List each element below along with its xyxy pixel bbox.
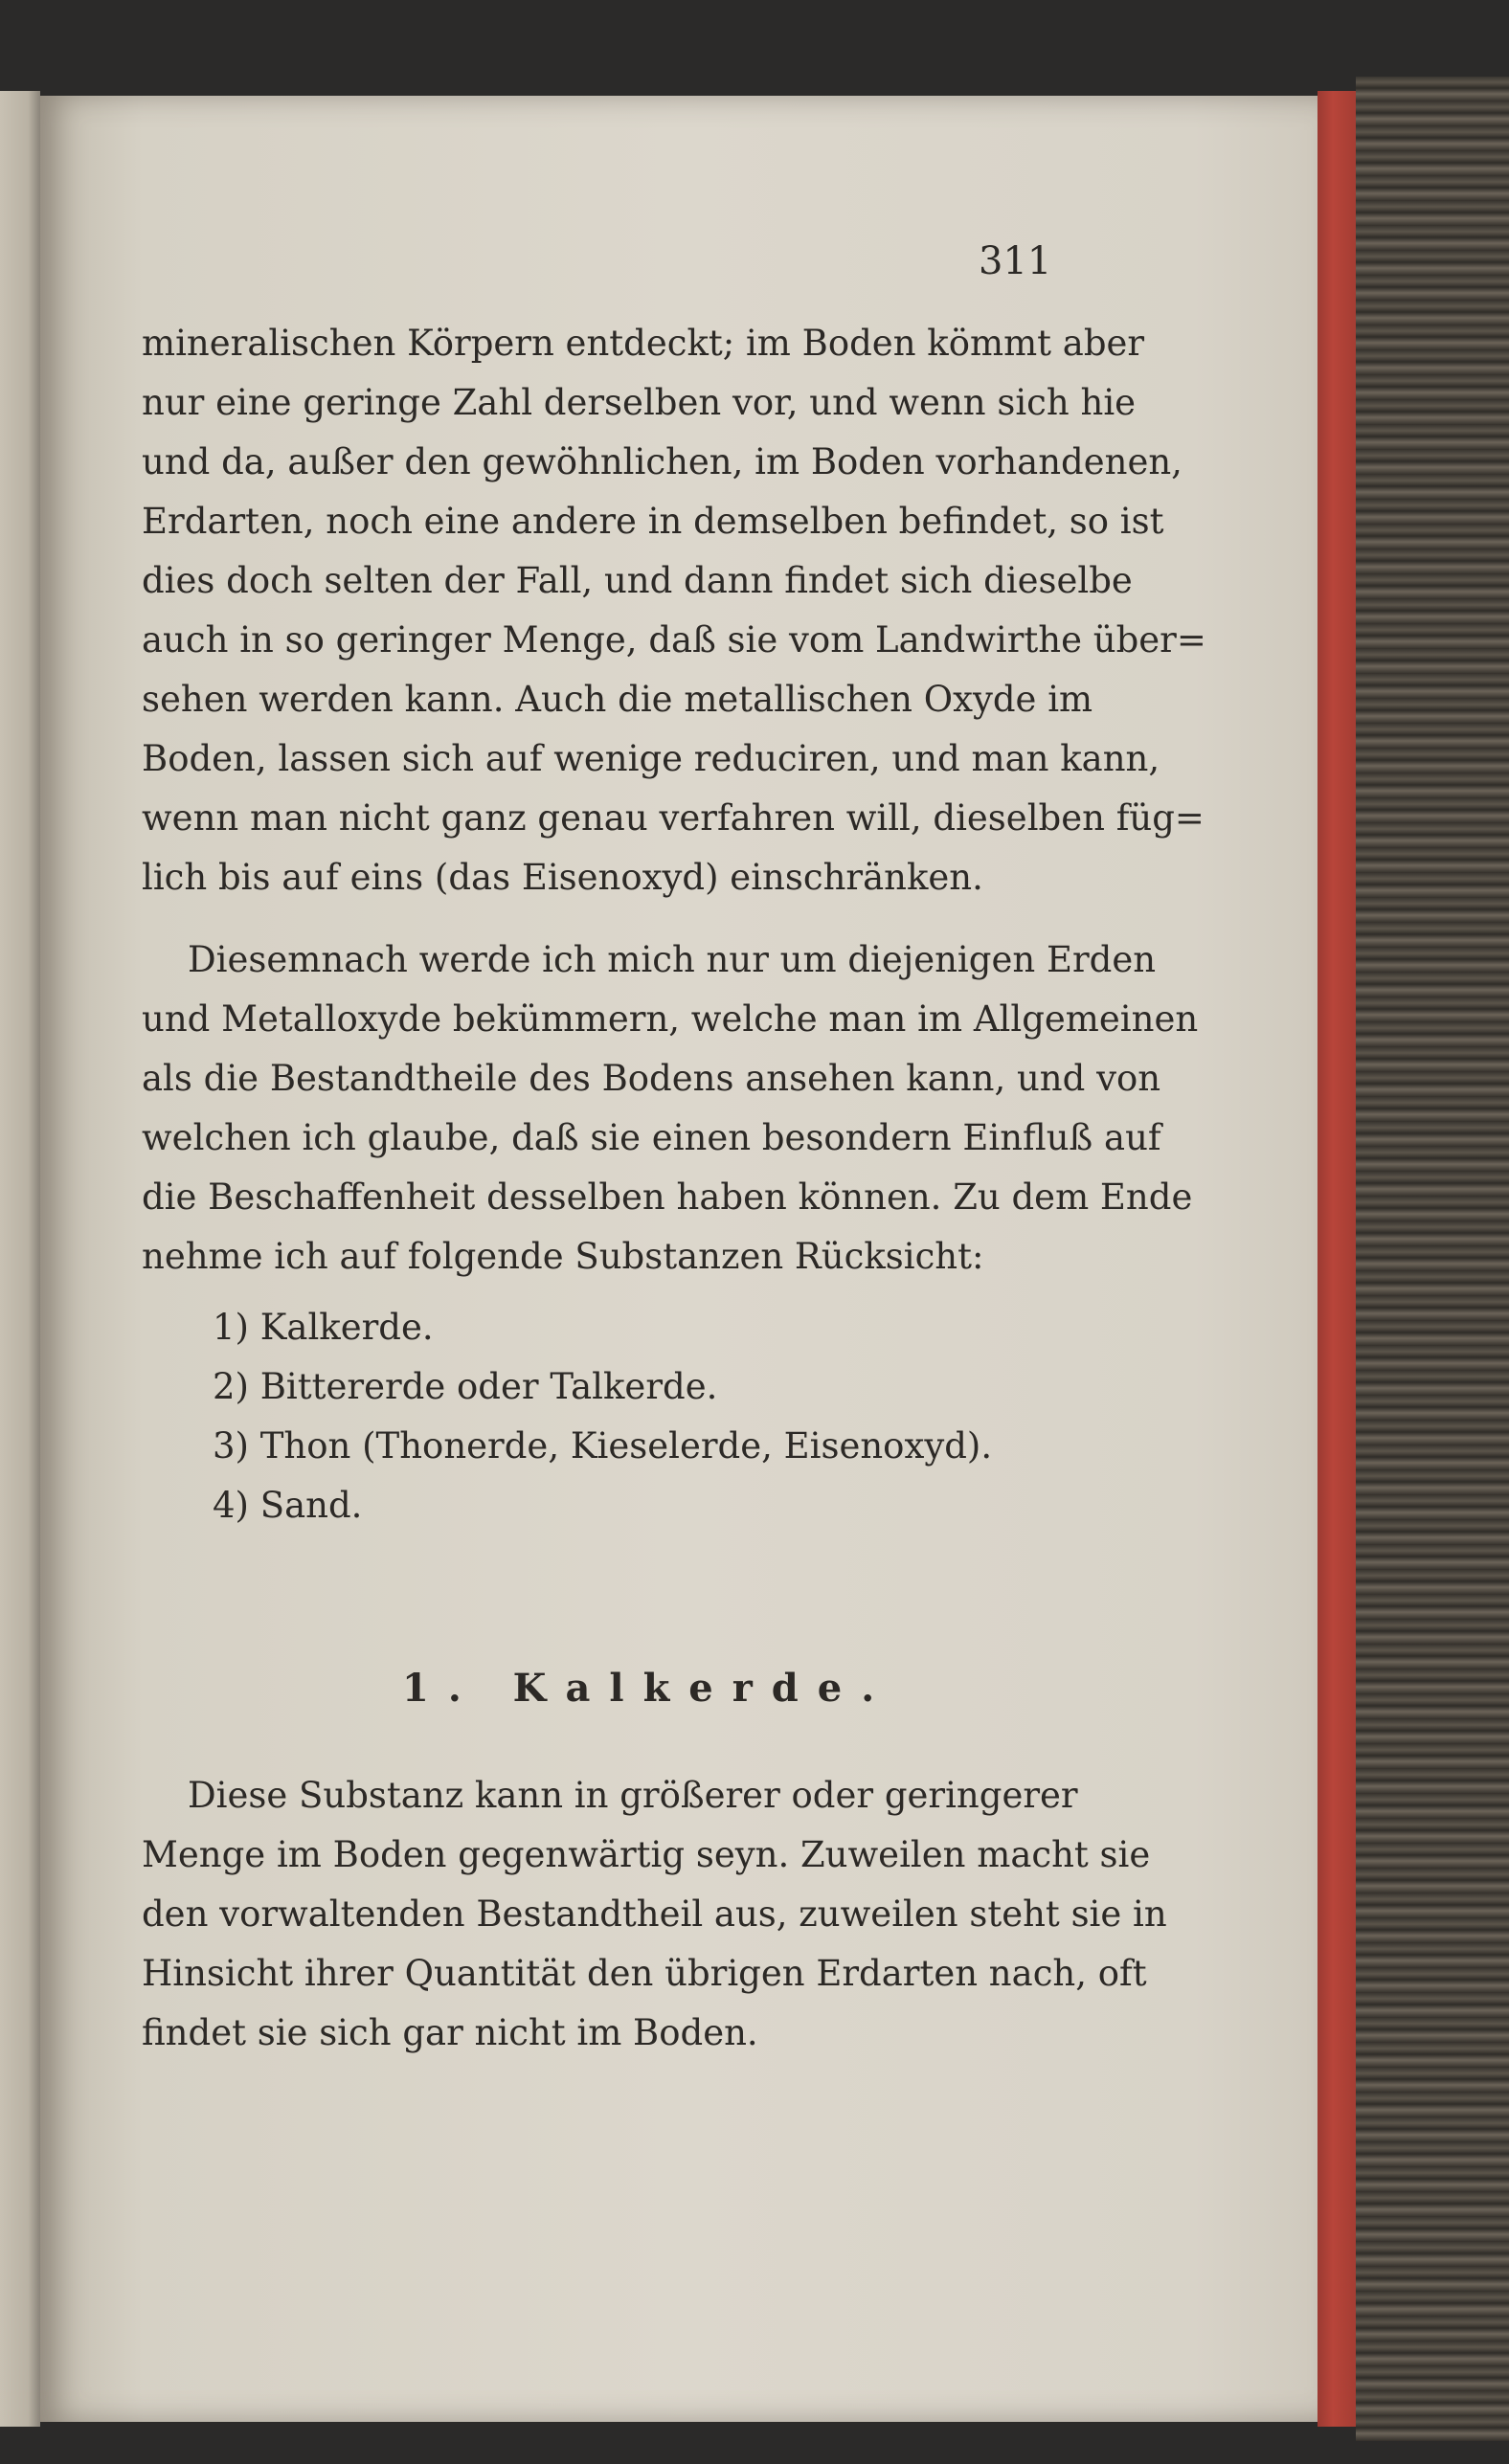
text-line: Menge im Boden gegenwärtig seyn. Zuweilen macht sie: [142, 1834, 1151, 1875]
text-line: und da, außer den gewöhnlichen, im Boden vorhandenen,: [142, 441, 1182, 482]
text-line: als die Bestandtheile des Bodens ansehen kann, und von: [142, 1058, 1161, 1099]
list-item: 2) Bittererde oder Talkerde.: [213, 1366, 718, 1407]
previous-page-edge: [0, 91, 40, 2427]
text-line: Boden, lassen sich auf wenige reduciren, und man kann,: [142, 738, 1160, 779]
text-line: den vorwaltenden Bestandtheil aus, zuweilen steht sie in: [142, 1893, 1167, 1935]
page-number: 311: [979, 239, 1052, 283]
list-item: 4) Sand.: [213, 1485, 363, 1526]
red-page-edge: [1318, 91, 1356, 2427]
text-line: lich bis auf eins (das Eisenoxyd) einschränken.: [142, 857, 983, 898]
text-line: findet sie sich gar nicht im Boden.: [142, 2012, 758, 2053]
text-line: nehme ich auf folgende Substanzen Rücksicht:: [142, 1236, 984, 1277]
text-line: welchen ich glaube, daß sie einen besondern Einfluß auf: [142, 1117, 1161, 1158]
list-item: 1) Kalkerde.: [213, 1307, 434, 1348]
text-line: Diesemnach werde ich mich nur um diejenigen Erden: [188, 939, 1157, 980]
paragraph-1: [142, 314, 1206, 907]
paragraph-3: [142, 1766, 1167, 2063]
text-line: auch in so geringer Menge, daß sie vom Landwirthe über=: [142, 619, 1206, 661]
text-line: die Beschaffenheit desselben haben können. Zu dem Ende: [142, 1176, 1193, 1218]
section-heading: 1. Kalkerde.: [402, 1666, 894, 1711]
text-line: Erdarten, noch eine andere in demselben befindet, so ist: [142, 501, 1164, 542]
text-line: sehen werden kann. Auch die metallischen Oxyde im: [142, 679, 1093, 720]
text-line: Diese Substanz kann in größerer oder geringerer: [188, 1775, 1078, 1816]
text-line: Hinsicht ihrer Quantität den übrigen Erdarten nach, oft: [142, 1953, 1147, 1994]
text-line: wenn man nicht ganz genau verfahren will, dieselben füg=: [142, 797, 1205, 839]
text-line: dies doch selten der Fall, und dann findet sich dieselbe: [142, 560, 1133, 601]
text-line: und Metalloxyde bekümmern, welche man im Allgemeinen: [142, 998, 1199, 1040]
paragraph-2: [142, 930, 1199, 1287]
list-item: 3) Thon (Thonerde, Kieselerde, Eisenoxyd).: [213, 1425, 993, 1467]
text-line: nur eine geringe Zahl derselben vor, und wenn sich hie: [142, 382, 1137, 423]
text-line: mineralischen Körpern entdeckt; im Boden kömmt aber: [142, 323, 1145, 364]
book-cover-edge: [1356, 77, 1509, 2441]
